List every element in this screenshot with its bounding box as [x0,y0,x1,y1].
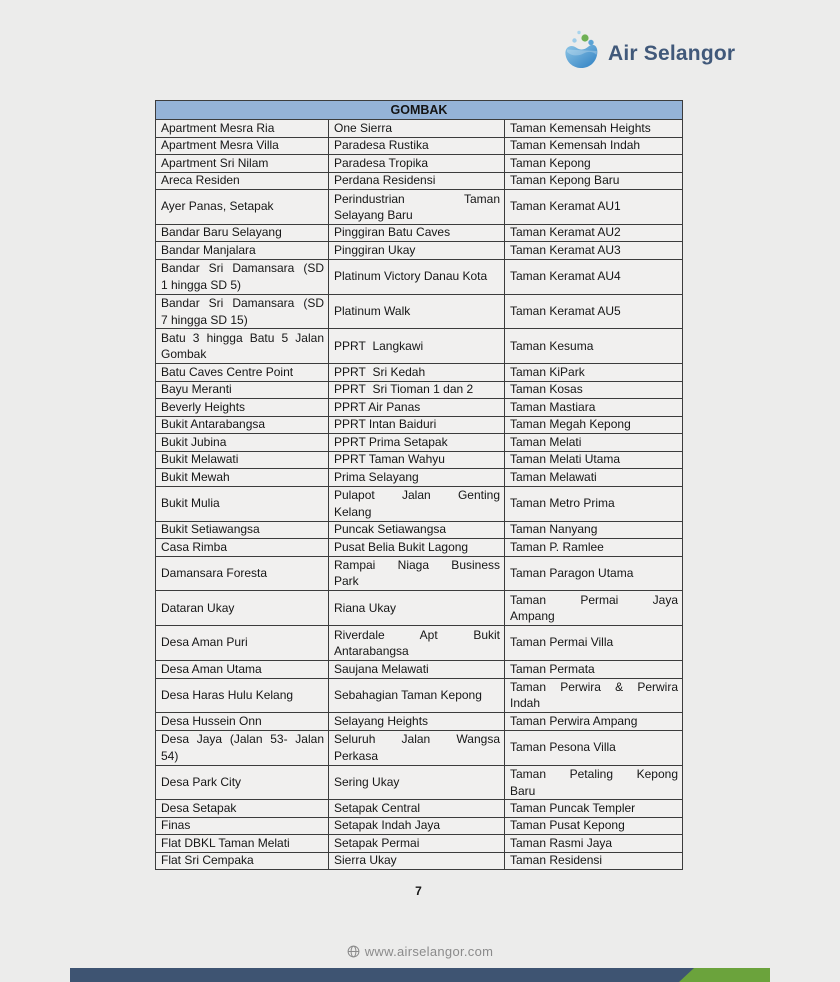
table-cell: Desa Aman Puri [156,626,329,661]
table-cell: Paradesa Rustika [329,137,505,155]
table-row [156,120,683,138]
table-cell: PPRT Intan Baiduri [329,416,505,434]
air-selangor-logo [562,28,735,72]
table-cell: Platinum Victory Danau Kota [329,259,505,294]
table-cell: Taman Perwira & Perwira Indah [505,678,683,713]
footer-website[interactable]: www.airselangor.com [364,944,494,959]
table-row [156,137,683,155]
bottom-bar-navy-segment [70,968,770,982]
table-row [156,556,683,591]
gombak-area-table [155,100,683,870]
table-cell: Taman Keramat AU5 [505,294,683,329]
table-row [156,852,683,870]
table-cell: Taman Keramat AU1 [505,190,683,225]
table-cell: Pulapot Jalan Genting Kelang [329,486,505,521]
table-cell: Bukit Melawati [156,451,329,469]
table-cell: Taman Kepong [505,155,683,173]
table-row [156,539,683,557]
table-row [156,730,683,765]
table-cell: Setapak Central [329,800,505,818]
table-cell: Taman Kosas [505,381,683,399]
table-cell: Bukit Mulia [156,486,329,521]
table-cell: Apartment Mesra Ria [156,120,329,138]
table-cell: Dataran Ukay [156,591,329,626]
table-row [156,713,683,731]
table-cell: PPRT Taman Wahyu [329,451,505,469]
table-cell: Taman Permai Villa [505,626,683,661]
table-cell: Pusat Belia Bukit Lagong [329,539,505,557]
table-cell: Desa Setapak [156,800,329,818]
table-cell: Bukit Jubina [156,434,329,452]
table-row [156,172,683,190]
table-row [156,329,683,364]
table-cell: Taman Melati Utama [505,451,683,469]
table-cell: Seluruh Jalan Wangsa Perkasa [329,730,505,765]
table-cell: Pinggiran Batu Caves [329,224,505,242]
table-row [156,434,683,452]
table-row [156,835,683,853]
water-drop-icon [562,28,600,72]
table-cell: Riverdale Apt Bukit Antarabangsa [329,626,505,661]
table-cell: Flat Sri Cempaka [156,852,329,870]
table-cell: Taman Megah Kepong [505,416,683,434]
table-row [156,451,683,469]
table-cell: Taman Rasmi Jaya [505,835,683,853]
bottom-bar-decoration [70,968,770,982]
table-cell: Riana Ukay [329,591,505,626]
table-title: GOMBAK [156,101,683,120]
table-cell: Taman Permai Jaya Ampang [505,591,683,626]
table-cell: Taman Paragon Utama [505,556,683,591]
table-cell: Platinum Walk [329,294,505,329]
table-cell: Bandar Sri Damansara (SD 1 hingga SD 5) [156,259,329,294]
table-cell: Prima Selayang [329,469,505,487]
table-cell: Saujana Melawati [329,661,505,679]
table-cell: Bayu Meranti [156,381,329,399]
table-cell: Batu Caves Centre Point [156,364,329,382]
globe-icon [347,945,360,958]
table-cell: Taman P. Ramlee [505,539,683,557]
table-cell: Taman Mastiara [505,399,683,417]
table-cell: Bandar Baru Selayang [156,224,329,242]
table-cell: Flat DBKL Taman Melati [156,835,329,853]
table-cell: Bukit Mewah [156,469,329,487]
table-row [156,591,683,626]
table-cell: Taman Kesuma [505,329,683,364]
table-row [156,259,683,294]
table-header-row [156,101,683,120]
table-cell: Setapak Indah Jaya [329,817,505,835]
table-cell: Perindustrian Taman Selayang Baru [329,190,505,225]
table-row [156,626,683,661]
table-row [156,364,683,382]
table-cell: Pinggiran Ukay [329,242,505,260]
table-cell: Sering Ukay [329,765,505,800]
table-cell: Selayang Heights [329,713,505,731]
table-cell: PPRT Air Panas [329,399,505,417]
table-cell: Taman Melati [505,434,683,452]
table-cell: Taman Keramat AU2 [505,224,683,242]
table-cell: PPRT Prima Setapak [329,434,505,452]
table-cell: Taman Pesona Villa [505,730,683,765]
table-cell: Batu 3 hingga Batu 5 Jalan Gombak [156,329,329,364]
table-cell: Bukit Setiawangsa [156,521,329,539]
table-row [156,469,683,487]
table-row [156,817,683,835]
table-cell: Desa Haras Hulu Kelang [156,678,329,713]
logo-brand-text: Air Selangor [608,42,736,65]
table-cell: Casa Rimba [156,539,329,557]
table-cell: Taman Residensi [505,852,683,870]
table-row [156,678,683,713]
table-row [156,381,683,399]
table-cell: Sebahagian Taman Kepong [329,678,505,713]
table-cell: Taman Keramat AU4 [505,259,683,294]
table-cell: Apartment Sri Nilam [156,155,329,173]
table-cell: Taman Petaling Kepong Baru [505,765,683,800]
table-cell: Taman Kemensah Indah [505,137,683,155]
table-cell: One Sierra [329,120,505,138]
table-cell: Areca Residen [156,172,329,190]
table-row [156,155,683,173]
table-body [156,120,683,870]
table-cell: Rampai Niaga Business Park [329,556,505,591]
table-cell: PPRT Sri Tioman 1 dan 2 [329,381,505,399]
table-cell: Bandar Sri Damansara (SD 7 hingga SD 15) [156,294,329,329]
table-cell: Puncak Setiawangsa [329,521,505,539]
footer [0,944,840,959]
table-cell: Desa Aman Utama [156,661,329,679]
table-row [156,800,683,818]
table-cell: Taman Pusat Kepong [505,817,683,835]
table-cell: Setapak Permai [329,835,505,853]
table-cell: Taman Metro Prima [505,486,683,521]
table-cell: Beverly Heights [156,399,329,417]
table-cell: Finas [156,817,329,835]
table-cell: Taman Permata [505,661,683,679]
table-cell: Taman KiPark [505,364,683,382]
table-row [156,416,683,434]
table-cell: Taman Keramat AU3 [505,242,683,260]
table-cell: Damansara Foresta [156,556,329,591]
table-row [156,661,683,679]
table-cell: Sierra Ukay [329,852,505,870]
table-row [156,190,683,225]
table-cell: Taman Perwira Ampang [505,713,683,731]
table-cell: Paradesa Tropika [329,155,505,173]
table-cell: Perdana Residensi [329,172,505,190]
table-cell: PPRT Sri Kedah [329,364,505,382]
table-cell: Taman Kepong Baru [505,172,683,190]
table-cell: Bandar Manjalara [156,242,329,260]
table-cell: PPRT Langkawi [329,329,505,364]
table-cell: Apartment Mesra Villa [156,137,329,155]
table-row [156,486,683,521]
table-row [156,294,683,329]
table-row [156,399,683,417]
table-cell: Taman Puncak Templer [505,800,683,818]
page-number: 7 [415,884,422,898]
table-row [156,224,683,242]
table-cell: Desa Hussein Onn [156,713,329,731]
table-cell: Bukit Antarabangsa [156,416,329,434]
table-cell: Taman Kemensah Heights [505,120,683,138]
table-cell: Desa Park City [156,765,329,800]
table-cell: Ayer Panas, Setapak [156,190,329,225]
table-cell: Taman Melawati [505,469,683,487]
table-row [156,242,683,260]
table-row [156,521,683,539]
table-row [156,765,683,800]
table-cell: Desa Jaya (Jalan 53- Jalan 54) [156,730,329,765]
table-cell: Taman Nanyang [505,521,683,539]
